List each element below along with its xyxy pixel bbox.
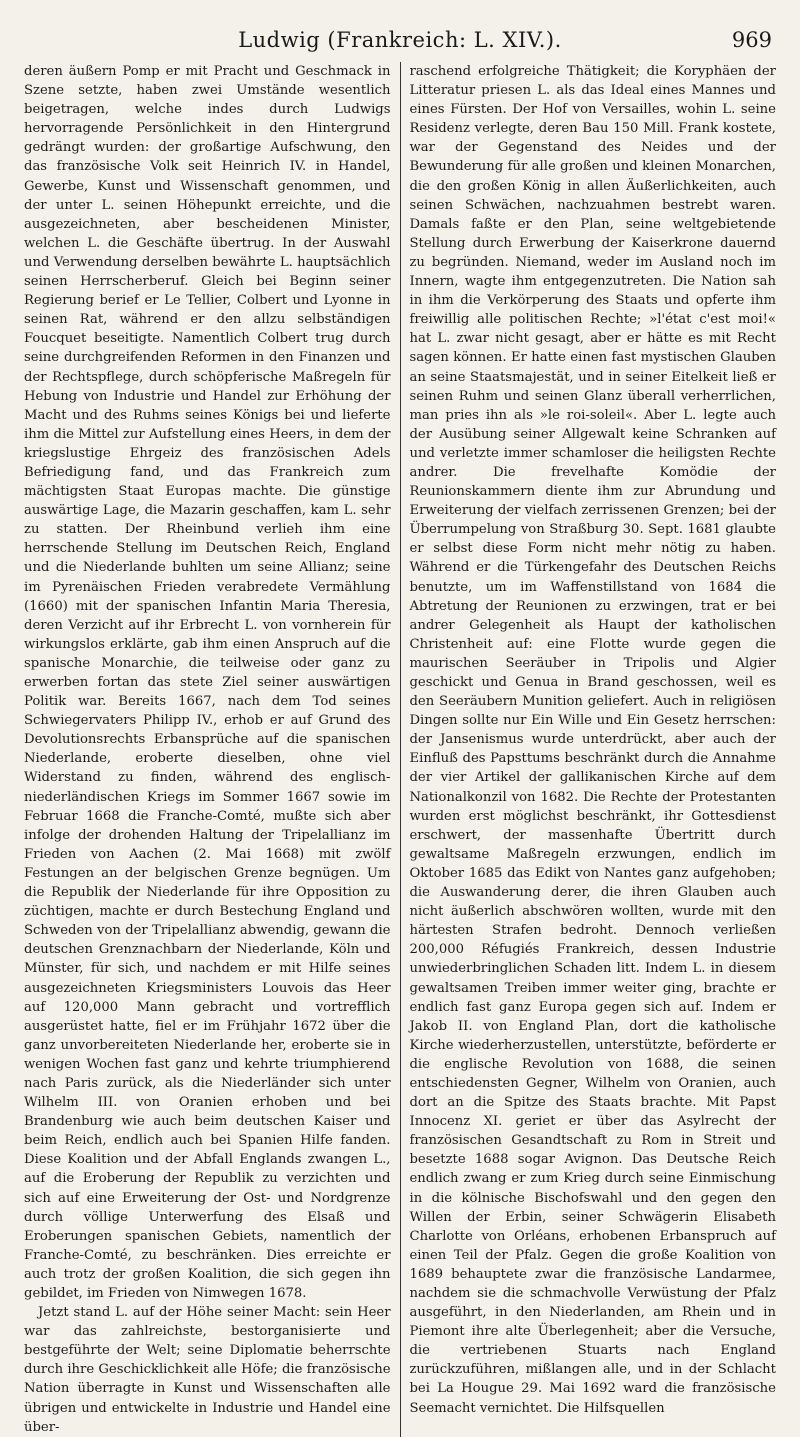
running-title: Ludwig (Frankreich: L. XIV.). (238, 28, 562, 52)
page-header (24, 22, 776, 62)
right-paragraph-1: raschend erfolgreiche Thätigkeit; die Koryphäen der Litteratur priesen L. als das Ideal eines Mannes und eines Fürsten. Der Hof von Versailles, wohin L. seine Residenz verlegte, deren Bau 150 Mill. Frank kostete, war der Gegenstand des Neides und der Bewunderung für alle großen und kleinen Monarchen, die den großen König in allen Äußerlichkeiten, auch seinen Schwächen, nachzuahmen bestrebt waren. Damals faßte er den Plan, seine weltgebietende Stellung durch Erwerbung der Kaiserkrone dauernd zu begründen. Niemand, weder im Ausland noch im Innern, wagte ihm entgegenzutreten. Die Nation sah in ihm die Verkörperung des Staats und opferte ihm freiwillig alle politischen Rechte; »l'état c'est moi!« hat L. zwar nicht gesagt, aber er hätte es mit Recht sagen können. Er hatte einen fast mystischen Glauben an seine Staatsmajestät, und in seiner Eitelkeit ließ er seinen Ruhm und seinen Glanz überall verherrlichen, man pries ihn als »le roi-soleil«. Aber L. legte auch der Ausübung seiner Allgewalt keine Schranken auf und verletzte immer schamloser die heiligsten Rechte andrer. Die frevelhafte Komödie der Reunionskammern diente ihm zur Abrundung und Erweiterung der vielfach zerrissenen Grenzen; bei der Überrumpelung von Straßburg 30. Sept. 1681 glaubte er selbst diese Form nicht mehr nötig zu haben. Während er die Türkengefahr des Deutschen Reichs benutzte, um im Waffenstillstand von 1684 die Abtretung der Reunionen zu erzwingen, trat er bei andrer Gelegenheit als Haupt der katholischen Christenheit auf: eine Flotte wurde gegen die maurischen Seeräuber in Tripolis und Algier geschickt und Genua in Brand geschossen, weil es den Seeräubern Munition geliefert. Auch in religiösen Dingen sollte nur Ein Wille und Ein Gesetz herrschen: der Jansenismus wurde unterdrückt, aber auch der Einfluß des Papsttums beschränkt durch die Annahme der vier Artikel der gallikanischen Kirche auf dem Nationalkonzil von 1682. Die Rechte der Protestanten wurden erst möglichst beschränkt, ihr Gottesdienst erschwert, der massenhafte Übertritt durch gewaltsame Maßregeln erzwungen, endlich im Oktober 1685 das Edikt von Nantes ganz aufgehoben; die Auswanderung derer, die ihren Glauben auch nicht äußerlich abschwören wollten, wurde mit den härtesten Strafen bedroht. Dennoch verließen 200,000 Réfugiés Frankreich, dessen Industrie unwiederbringlichen Schaden litt. Indem L. in diesem gewaltsamen Treiben immer weiter ging, brachte er endlich fast ganz Europa gegen sich auf. Indem er Jakob II. von England Plan, dort die katholische Kirche wiederherzustellen, unterstützte, beförderte er die englische Revolution von 1688, die seinen entschiedensten Gegner, Wilhelm von Oranien, auch dort an die Spitze des Staats brachte. Mit Papst Innocenz XI. geriet er über das Asylrecht der französischen Gesandtschaft zu Rom in Streit und besetzte 1688 sogar Avignon. Das Deutsche Reich endlich zwang er zum Krieg durch seine Einmischung in die kölnische Bischofswahl und den gegen den Willen der Erbin, seiner Schwägerin Elisabeth Charlotte von Orléans, erhobenen Erbanspruch auf einen Teil der Pfalz. Gegen die große Koalition von 1689 behauptete zwar die französische Landarmee, nachdem sie die schmachvolle Verwüstung der Pfalz ausgeführt, in den Niederlanden, am Rhein und in Piemont ihre alte Überlegenheit; aber die Versuche, die vertriebenen Stuarts nach England zurückzuführen, mißlangen alle, und in der Schlacht bei La Hougue 29. Mai 1692 ward die französische Seemacht vernichtet. Die Hilfsquellen (409, 64, 776, 1416)
left-paragraph-2: Jetzt stand L. auf der Höhe seiner Macht: sein Heer war das zahlreichste, bestorganisierte und bestgeführte der Welt; seine Diplomatie beherrschte durch ihre Geschicklichkeit alle Höfe; die französische Nation überragte in Kunst und Wissenschaften alle übrigen und entwickelte in Industrie und Handel eine über- (24, 1305, 391, 1435)
column-divider (400, 62, 401, 1437)
left-paragraph-1: deren äußern Pomp er mit Pracht und Geschmack in Szene setzte, haben zwei Umstände wesentlich beigetragen, welche indes durch Ludwigs hervorragende Persönlichkeit in den Hintergrund gedrängt wurden: der großartige Aufschwung, den das französische Volk seit Heinrich IV. in Handel, Gewerbe, Kunst und Wissenschaft genommen, und der unter L. seinen Höhepunkt erreichte, und die ausgezeichneten, aber bescheidenen Minister, welchen L. die Geschäfte übertrug. In der Auswahl und Verwendung derselben bewährte L. hauptsächlich seinen Herrscherberuf. Gleich bei Beginn seiner Regierung berief er Le Tellier, Colbert und Lyonne in seinen Rat, während er den allzu selbständigen Foucquet beseitigte. Namentlich Colbert trug durch seine durchgreifenden Reformen in den Finanzen und der Rechtspflege, durch schöpferische Maßregeln für Hebung von Industrie und Handel zur Erhöhung der Macht und des Ruhms seines Königs bei und lieferte ihm die Mittel zur Aufstellung eines Heers, in dem der kriegslustige Ehrgeiz des französischen Adels Befriedigung fand, und das Frankreich zum mächtigsten Staat Europas machte. Die günstige auswärtige Lage, die Mazarin geschaffen, kam L. sehr zu statten. Der Rheinbund verlieh ihm eine herrschende Stellung im Deutschen Reich, England und die Niederlande buhlten um seine Allianz; seine im Pyrenäischen Frieden verabredete Vermählung (1660) mit der spanischen Infantin Maria Theresia, deren Verzicht auf ihr Erbrecht L. von vornherein für wirkungslos erklärte, gab ihm einen Anspruch auf die spanische Monarchie, die teilweise oder ganz zu erwerben fortan das stete Ziel seiner auswärtigen Politik war. Bereits 1667, nach dem Tod seines Schwiegervaters Philipp IV., erhob er auf Grund des Devolutionsrechts Erbansprüche auf die spanischen Niederlande, eroberte dieselben, ohne viel Widerstand zu finden, während des englisch-niederländischen Kriegs im Sommer 1667 sowie im Februar 1668 die Franche-Comté, mußte sich aber infolge der drohenden Haltung der Tripelallianz im Frieden von Aachen (2. Mai 1668) mit zwölf Festungen an der belgischen Grenze begnügen. Um die Republik der Niederlande für ihre Opposition zu züchtigen, machte er durch Bestechung England und Schweden von der Tripelallianz abwendig, gewann die deutschen Grenznachbarn der Niederlande, Köln und Münster, für sich, und nachdem er mit Hilfe seines ausgezeichneten Kriegsministers Louvois das Heer auf 120,000 Mann gebracht und vortrefflich ausgerüstet hatte, fiel er im Frühjahr 1672 über die ganz unvorbereiteten Niederlande her, eroberte sie in wenigen Wochen fast ganz und kehrte triumphierend nach Paris zurück, als die Niederländer sich unter Wilhelm III. von Oranien erhoben und bei Brandenburg wie auch beim deutschen Kaiser und beim Reich, endlich auch bei Spanien Hilfe fanden. Diese Koalition und der Abfall Englands zwangen L., auf die Eroberung der Republik zu verzichten und sich auf eine Erweiterung der Ost- und Nordgrenze durch völlige Unterwerfung des Elsaß und Eroberungen spanischen Gebiets, namentlich der Franche-Comté, zu beschränken. Dies erreichte er auch trotz der großen Koalition, die sich gegen ihn gebildet, im Frieden von Nimwegen 1678. (24, 64, 391, 1301)
page-number: 969 (731, 28, 772, 52)
text-columns (24, 62, 776, 1437)
left-column (24, 62, 391, 1437)
right-column (409, 62, 776, 1437)
